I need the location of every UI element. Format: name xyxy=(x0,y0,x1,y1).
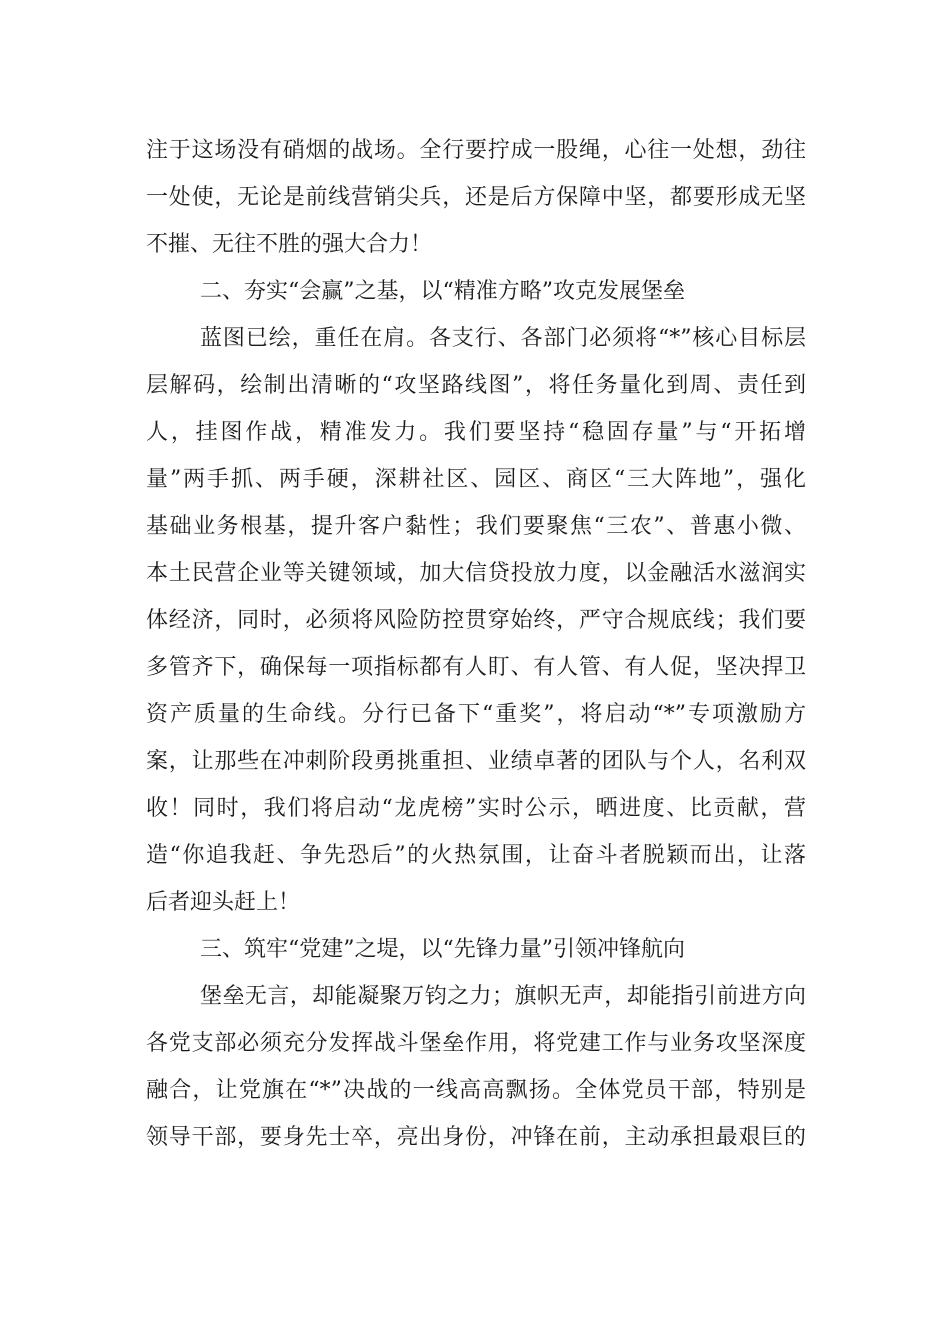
paragraph-line: 各党支部必须充分发挥战斗堡垒作用，将党建工作与业务攻坚深度 xyxy=(146,1031,806,1056)
paragraph-line: 收！同时，我们将启动“龙虎榜”实时公示，晒进度、比贡献，营 xyxy=(146,796,806,821)
paragraph-line: 领导干部，要身先士卒，亮出身份，冲锋在前，主动承担最艰巨的 xyxy=(146,1125,806,1150)
paragraph-line: 融合，让党旗在“*”决战的一线高高飘扬。全体党员干部，特别是 xyxy=(146,1078,806,1103)
paragraph-line: 不摧、无往不胜的强大合力！ xyxy=(146,232,433,257)
paragraph-line: 后者迎头赶上！ xyxy=(146,890,301,915)
paragraph-line: 人，挂图作战，精准发力。我们要坚持“稳固存量”与“开拓增 xyxy=(146,420,806,445)
paragraph-line: 基础业务根基，提升客户黏性；我们要聚焦“三农”、普惠小微、 xyxy=(146,514,806,539)
paragraph-line: 造“你追我赶、争先恐后”的火热氛围，让奋斗者脱颖而出，让落 xyxy=(146,843,806,868)
section-heading: 三、筑牢“党建”之堤，以“先锋力量”引领冲锋航向 xyxy=(200,937,685,962)
paragraph-line: 堡垒无言，却能凝聚万钧之力；旗帜无声，却能指引前进方向 xyxy=(200,984,806,1009)
paragraph-line: 案，让那些在冲刺阶段勇挑重担、业绩卓著的团队与个人，名利双 xyxy=(146,749,806,774)
paragraph-line: 资产质量的生命线。分行已备下“重奖”，将启动“*”专项激励方 xyxy=(146,702,806,727)
paragraph-line: 本土民营企业等关键领域，加大信贷投放力度，以金融活水滋润实 xyxy=(146,561,806,586)
paragraph-line: 量”两手抓、两手硬，深耕社区、园区、商区“三大阵地”，强化 xyxy=(146,467,806,492)
paragraph-line: 一处使，无论是前线营销尖兵，还是后方保障中坚，都要形成无坚 xyxy=(146,185,806,210)
paragraph-line: 蓝图已绘，重任在肩。各支行、各部门必须将“*”核心目标层 xyxy=(200,326,806,351)
paragraph-line: 多管齐下，确保每一项指标都有人盯、有人管、有人促，坚决捍卫 xyxy=(146,655,806,680)
section-heading: 二、夯实“会赢”之基，以“精准方略”攻克发展堡垒 xyxy=(200,279,685,304)
paragraph-line: 层解码，绘制出清晰的“攻坚路线图”，将任务量化到周、责任到 xyxy=(146,373,806,398)
paragraph-line: 注于这场没有硝烟的战场。全行要拧成一股绳，心往一处想，劲往 xyxy=(146,138,806,163)
paragraph-line: 体经济，同时，必须将风险防控贯穿始终，严守合规底线；我们要 xyxy=(146,608,806,633)
